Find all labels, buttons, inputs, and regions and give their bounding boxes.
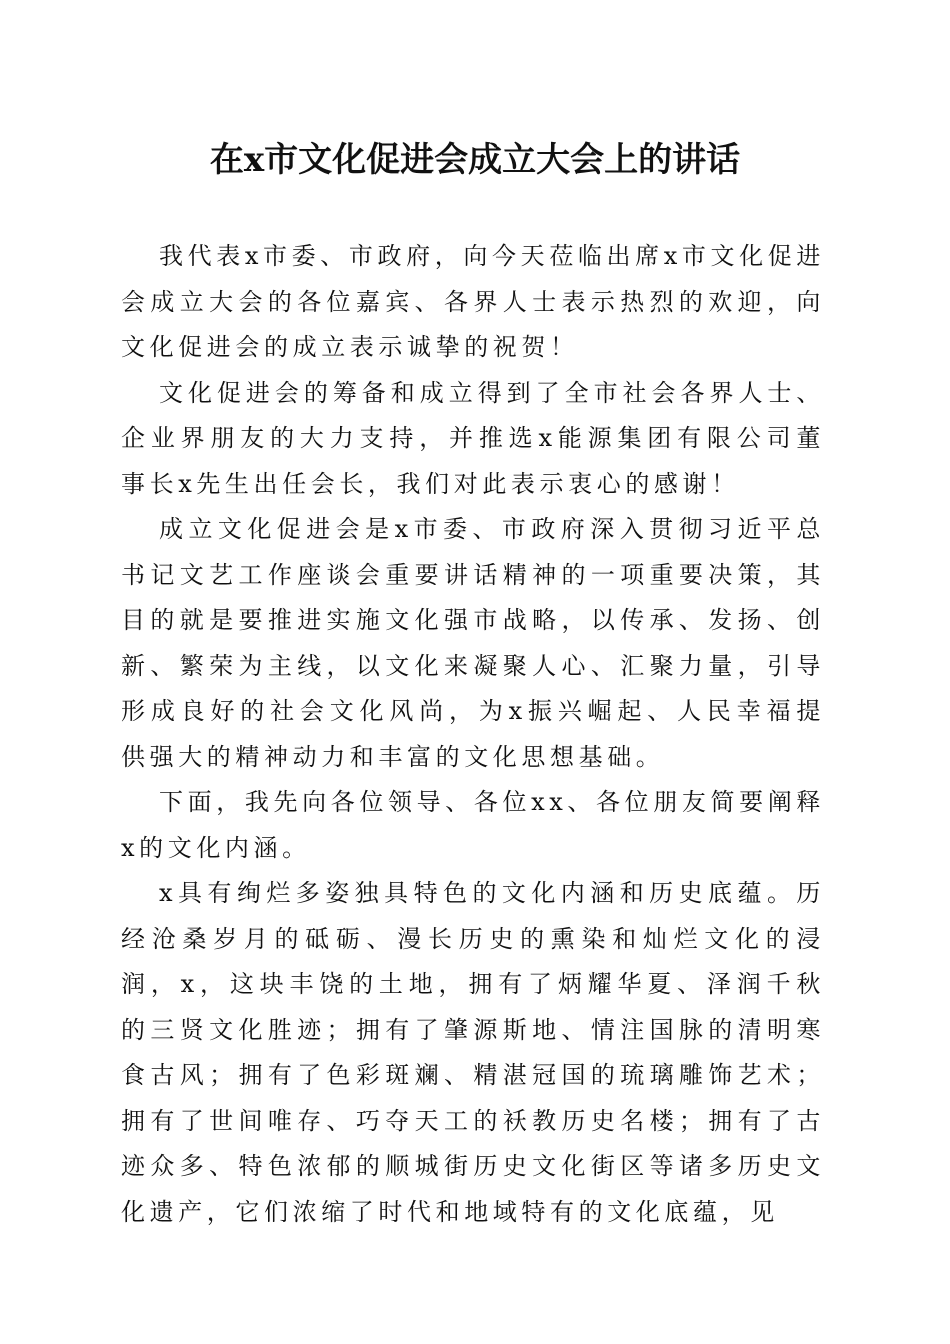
paragraph-purpose: 成立文化促进会是x市委、市政府深入贯彻习近平总书记文艺工作座谈会重要讲话精神的一项重要决策，其目的就是要推进实施文化强市战略，以传承、发扬、创新、繁荣为主线，以文化来凝聚人心、汇聚力量，引导形成良好的社会文化风尚，为x振兴崛起、人民幸福提供强大的精神动力和丰富的文化思想基础。: [121, 515, 825, 771]
paragraph-thanks: 文化促进会的筹备和成立得到了全市社会各界人士、企业界朋友的大力支持，并推选x能源集团有限公司董事长x先生出任会长，我们对此表示衷心的感谢！: [121, 378, 825, 498]
document-body: [121, 234, 825, 1235]
paragraph-welcome: 我代表x市委、市政府，向今天莅临出席x市文化促进会成立大会的各位嘉宾、各界人士表示热烈的欢迎，向文化促进会的成立表示诚挚的祝贺！: [121, 242, 825, 361]
paragraph-intro: 下面，我先向各位领导、各位xx、各位朋友简要阐释x的文化内涵。: [121, 788, 825, 862]
document-title: 在x市文化促进会成立大会上的讲话: [209, 140, 741, 180]
paragraph-culture: x具有绚烂多姿独具特色的文化内涵和历史底蕴。历经沧桑岁月的砥砺、漫长历史的熏染和灿烂文化的浸润，x，这块丰饶的土地，拥有了炳耀华夏、泽润千秋的三贤文化胜迹；拥有了肇源斯地、情注国脉的清明寒食古风；拥有了色彩斑斓、精湛冠国的琉璃雕饰艺术；拥有了世间唯存、巧夺天工的袄教历史名楼；拥有了古迹众多、特色浓郁的顺城街历史文化街区等诸多历史文化遗产，它们浓缩了时代和地域特有的文化底蕴，见: [121, 879, 825, 1226]
